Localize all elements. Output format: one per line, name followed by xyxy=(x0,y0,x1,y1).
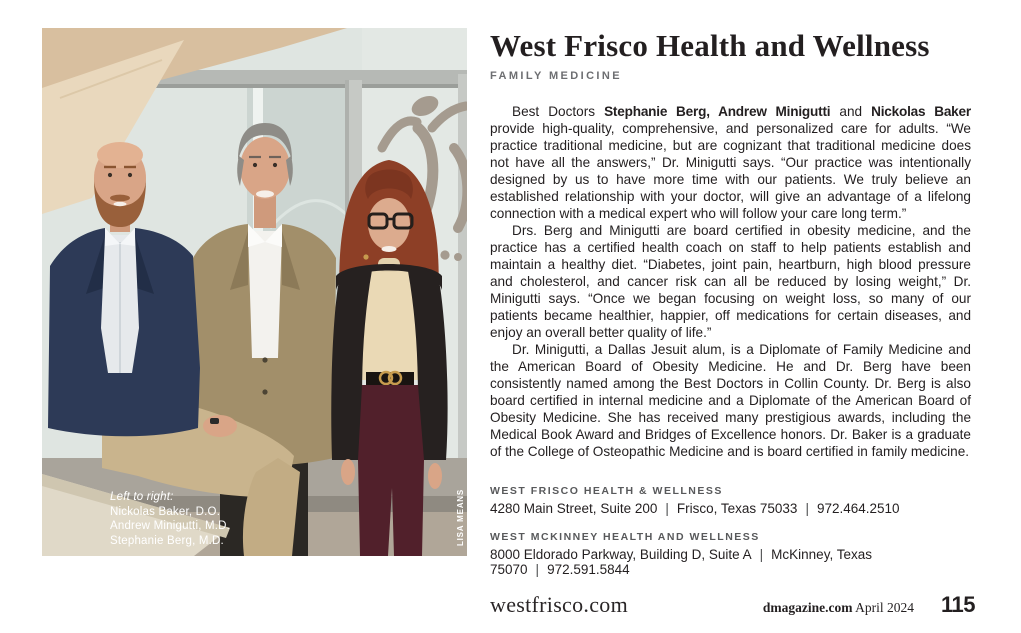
caption-name: Stephanie Berg, M.D. xyxy=(110,534,224,547)
photographer-credit: LISA MEANS xyxy=(456,488,465,546)
location-address: 8000 Eldorado Parkway, Building D, Suite A xyxy=(490,546,752,562)
divider-bar: | xyxy=(665,500,669,516)
article-paragraph: Drs. Berg and Minigutti are board certified in obesity medicine, and the practice has a certified health coach on staff to help patients establish and maintain a healthy diet. “Diabetes, joint pain, heartburn, high blood pressure and cholesterol, and cancer risk can all be reduced by losing weight,” Dr. Minigutti says. “Once we began focusing on weight loss, so many of our patients became healthier, happier, off medications for certain diseases, and enjoy an overall better quality of life.” xyxy=(490,222,971,340)
website-url: westfrisco.com xyxy=(490,591,628,617)
footer-site: dmagazine.com xyxy=(762,600,853,615)
page-footer xyxy=(763,592,975,618)
location-details xyxy=(490,501,971,516)
divider-bar: | xyxy=(759,546,764,562)
footer-publication-line xyxy=(763,600,914,616)
article-paragraph: Dr. Minigutti, a Dallas Jesuit alum, is a Diplomate of Family Medicine and the American Board of Obesity Medicine. He and Dr. Berg have been consistently named among the Best Doctors in Collin County. Dr. Berg is also board certified in internal medicine and a Diplomate of the American Board of Obesity Medicine. She has received many prestigious awards, including the Medical Book Award and Bridges of Excellence honors. Dr. Baker is a graduate of the College of Osteopathic Medicine and is board certified in family medicine. xyxy=(490,341,971,459)
article-column xyxy=(490,30,971,618)
location-phone: 972.591.5844 xyxy=(547,561,630,577)
photo-illustration xyxy=(42,28,467,556)
location-name: WEST FRISCO HEALTH & WELLNESS xyxy=(490,484,723,497)
article-body xyxy=(490,103,971,460)
footer-date: April 2024 xyxy=(855,600,914,615)
doctor-group-photo xyxy=(42,28,467,556)
location-city: McKinney, Texas 75070 xyxy=(490,546,872,577)
divider-bar: | xyxy=(805,500,809,516)
caption-name: Andrew Minigutti, M.D. xyxy=(110,520,231,532)
divider-bar: | xyxy=(535,561,540,577)
location-address: 4280 Main Street, Suite 200 xyxy=(490,500,658,516)
location-city: Frisco, Texas 75033 xyxy=(676,500,798,516)
location-details xyxy=(490,547,971,577)
location-name: WEST MCKINNEY HEALTH AND WELLNESS xyxy=(490,530,760,543)
caption-name: Nickolas Baker, D.O. xyxy=(110,505,221,518)
page-number: 115 xyxy=(941,592,975,617)
location-frisco xyxy=(490,485,971,516)
photo-caption xyxy=(110,490,230,548)
practice-specialty-label: FAMILY MEDICINE xyxy=(490,69,622,82)
caption-intro: Left to right: xyxy=(110,491,174,503)
locations-block xyxy=(490,485,971,577)
location-mckinney xyxy=(490,531,971,577)
page-title: West Frisco Health and Wellness xyxy=(490,28,930,63)
location-phone: 972.464.2510 xyxy=(816,500,900,516)
article-paragraph: Best Doctors Stephanie Berg, Andrew Minigutti and Nickolas Baker provide high-quality, comprehensive, and personalized care for adults. “We practice traditional medicine, but are cognizant that traditional medicine does not have all the answers,” Dr. Minigutti says. “Our practice was intentionally designed by us to have more time with our patients. We truly believe an established relationship with your doctor, will give an advantage of a lifelong connection with a medical expert who will follow your care long term.” xyxy=(490,103,971,221)
